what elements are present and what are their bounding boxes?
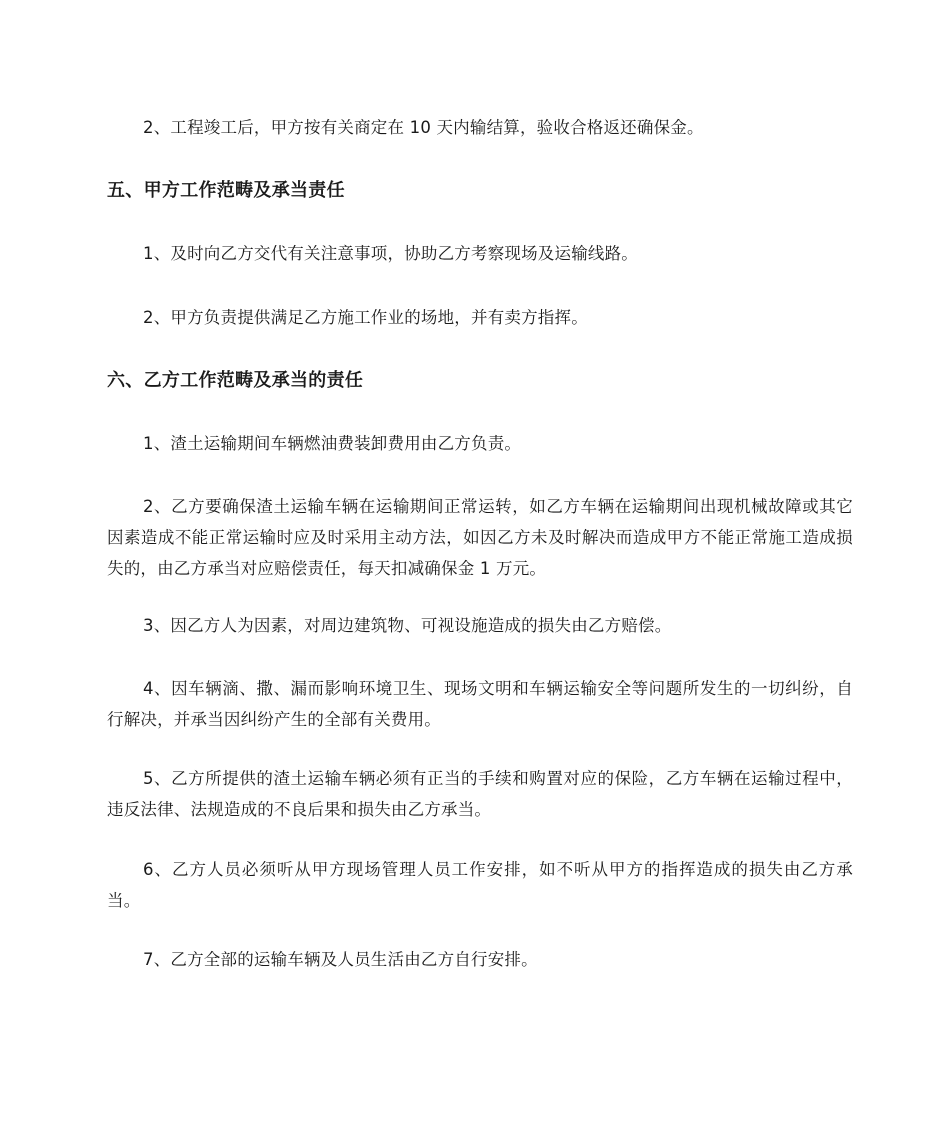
paragraph-party-a-2: 2、甲方负责提供满足乙方施工作业的场地，并有卖方指挥。 [143,308,588,327]
paragraph-party-b-5: 5、乙方所提供的渣土运输车辆必须有正当的手续和购置对应的保险，乙方车辆在运输过程中，违反法律、法规造成的不良后果和损失由乙方承当。 [107,769,853,819]
paragraph-party-b-4: 4、因车辆滴、撒、漏而影响环境卫生、现场文明和车辆运输安全等问题所发生的一切纠纷，自行解决，并承当因纠纷产生的全部有关费用。 [107,679,853,729]
paragraph-party-a-1: 1、及时向乙方交代有关注意事项，协助乙方考察现场及运输线路。 [143,244,638,263]
paragraph-party-b-7: 7、乙方全部的运输车辆及人员生活由乙方自行安排。 [143,950,538,969]
paragraph-party-b-6: 6、乙方人员必须听从甲方现场管理人员工作安排，如不听从甲方的指挥造成的损失由乙方承当。 [107,860,853,910]
paragraph-party-b-2: 2、乙方要确保渣土运输车辆在运输期间正常运转，如乙方车辆在运输期间出现机械故障或其它因素造成不能正常运输时应及时采用主动方法，如因乙方未及时解决而造成甲方不能正常施工造成损失的，由乙方承当对应赔偿责任，每天扣减确保金 1 万元。 [107,497,853,578]
paragraph-party-b-3: 3、因乙方人为因素，对周边建筑物、可视设施造成的损失由乙方赔偿。 [143,616,672,635]
paragraph-settlement: 2、工程竣工后，甲方按有关商定在 10 天内输结算，验收合格返还确保金。 [143,118,704,137]
paragraph-party-b-1: 1、渣土运输期间车辆燃油费装卸费用由乙方负责。 [143,434,522,453]
section-heading-party-b: 六、乙方工作范畴及承当的责任 [107,370,364,391]
section-heading-party-a: 五、甲方工作范畴及承当责任 [107,180,345,201]
